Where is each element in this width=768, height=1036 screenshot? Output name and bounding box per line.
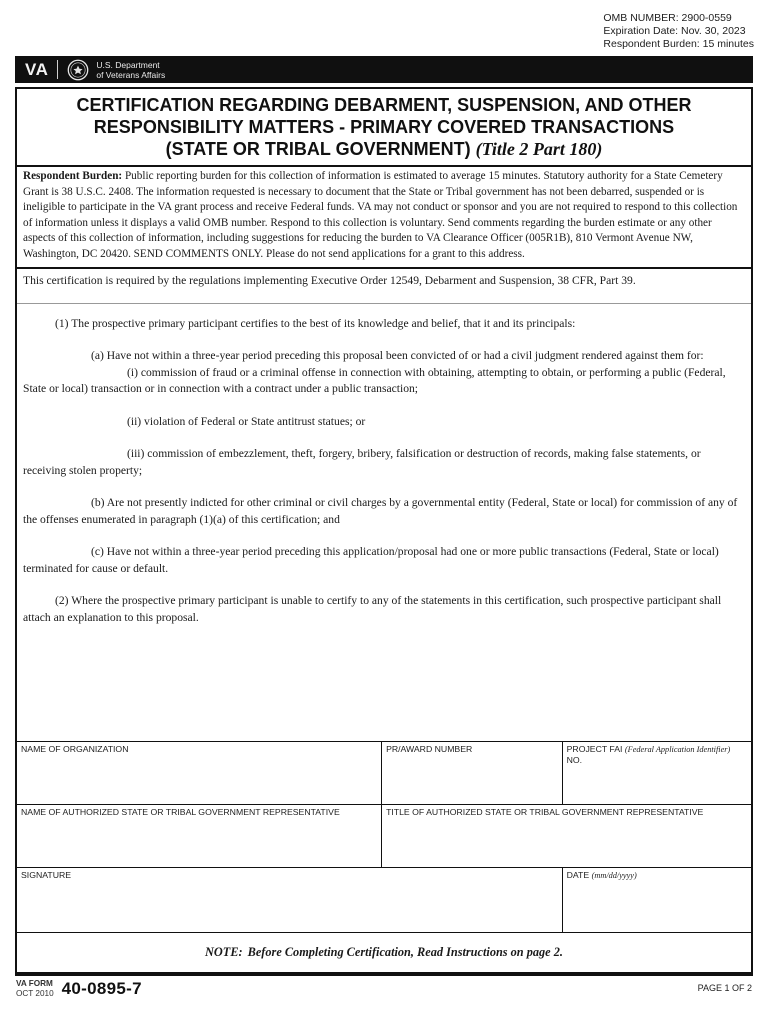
form-row-signature <box>17 867 751 932</box>
project-fai-paren: (Federal Application Identifier) <box>624 744 731 754</box>
omb-info-block <box>603 12 754 51</box>
form-title-line3: (STATE OR TRIBAL GOVERNMENT) (Title 2 Part 180) <box>165 139 603 159</box>
pr-award-number-field[interactable] <box>381 742 562 804</box>
title-of-representative-label: TITLE OF AUTHORIZED STATE OR TRIBAL GOVERNMENT REPRESENTATIVE <box>386 806 704 817</box>
name-of-organization-field[interactable] <box>17 742 381 804</box>
form-row-organization <box>17 741 751 804</box>
project-fai-label: PROJECT FAI <box>566 743 623 754</box>
form-title <box>17 89 751 167</box>
dept-line2: of Veterans Affairs <box>96 69 166 80</box>
paragraph-1a: (a) Have not within a three-year period preceding this proposal been convicted of or had a civil judgment rendered against them for: <box>91 349 704 363</box>
date-label: DATE <box>566 869 590 880</box>
title-of-representative-field[interactable] <box>381 805 751 867</box>
respondent-burden-text: Public reporting burden for this collection of information is estimated to average 15 minutes. Statutory authority for a State Cemetery Grant is 38 U.S.C. 2408. The information requested is necessary to document that the State or Tribal government has not been debarred, suspended or is ineligible to participate in the VA grant process and receive Federal funds. VA may not conduct or sponsor and you are not required to respond to this collection of information unless it displays a valid OMB number. Respond to this collection is voluntary. Send comments regarding the burden estimate or any other aspects of this collection of information, including suggestions for reducing the burden to VA Clearance Officer (005R1B), 810 Vermont Avenue NW, Washington, DC 20420. SEND COMMENTS ONLY. Please do not send applications for a grant to this address. <box>23 170 738 260</box>
omb-expiration-date: Expiration Date: Nov. 30, 2023 <box>603 25 746 37</box>
certification-body <box>17 304 751 741</box>
form-title-citation: (Title 2 Part 180) <box>475 139 603 159</box>
date-format-hint: (mm/dd/yyyy) <box>591 870 637 880</box>
va-form-date: OCT 2010 <box>16 988 54 998</box>
paragraph-1c: (c) Have not within a three-year period preceding this application/proposal had one or more public transactions (Federal, State or local) terminated for cause or default. <box>23 545 719 575</box>
project-fai-no-field[interactable] <box>562 742 751 804</box>
name-of-representative-label: NAME OF AUTHORIZED STATE OR TRIBAL GOVERNMENT REPRESENTATIVE <box>21 806 340 817</box>
paragraph-2: (2) Where the prospective primary participant is unable to certify to any of the statements in this certification, such prospective participant shall attach an explanation to this proposal. <box>23 594 722 624</box>
va-seal-icon <box>67 59 89 81</box>
note-label: NOTE: <box>205 944 243 959</box>
respondent-burden-notice <box>17 167 751 269</box>
signature-field[interactable] <box>17 868 562 932</box>
respondent-burden-label: Respondent Burden: <box>23 170 123 182</box>
va-form-edition <box>16 979 54 998</box>
form-row-representative <box>17 804 751 867</box>
paragraph-1b: (b) Are not presently indicted for other criminal or civil charges by a governmental entity (Federal, State or local) for commission of any of the offenses enumerated in paragraph (1)(a) of this certification; and <box>23 496 738 526</box>
pr-award-number-label: PR/AWARD NUMBER <box>386 743 473 754</box>
paragraph-1a-iii: (iii) commission of embezzlement, theft, forgery, bribery, falsification or destruction of records, making false statements, or receiving stolen property; <box>23 447 701 477</box>
dept-line1: U.S. Department <box>96 59 160 70</box>
paragraph-1a-ii: (ii) violation of Federal or State antitrust statues; or <box>127 414 366 428</box>
form-footer <box>15 979 753 999</box>
omb-number: OMB NUMBER: 2900-0559 <box>603 12 732 24</box>
header-divider <box>57 60 58 79</box>
va-header-bar <box>15 56 753 83</box>
page-number: PAGE 1 OF 2 <box>697 982 752 993</box>
certification-requirement-notice: This certification is required by the regulations implementing Executive Order 12549, Debarment and Suspension, 38 CFR, Part 39. <box>17 269 751 304</box>
omb-respondent-burden: Respondent Burden: 15 minutes <box>603 38 754 50</box>
name-of-representative-field[interactable] <box>17 805 381 867</box>
note-text: Before Completing Certification, Read Instructions on page 2. <box>247 944 563 959</box>
form-main-box <box>15 87 753 976</box>
note-row <box>17 932 751 972</box>
paragraph-1: (1) The prospective primary participant certifies to the best of its knowledge and belief, that it and its principals: <box>55 316 576 330</box>
project-fai-no-label: NO. <box>566 754 583 765</box>
va-logo-text: VA <box>25 59 49 79</box>
signature-label: SIGNATURE <box>21 869 72 880</box>
name-of-organization-label: NAME OF ORGANIZATION <box>21 743 129 754</box>
form-number: 40-0895-7 <box>61 978 142 998</box>
paragraph-1a-i: (i) commission of fraud or a criminal offense in connection with obtaining, attempting to obtain, or performing a public (Federal, State or local) transaction or in connection with a contract under a public transaction; <box>23 365 726 396</box>
va-form-label: VA FORM <box>16 979 53 989</box>
form-title-line1: CERTIFICATION REGARDING DEBARMENT, SUSPENSION, AND OTHER <box>76 95 692 115</box>
date-field[interactable] <box>562 868 751 932</box>
dept-name <box>96 60 165 80</box>
form-title-line2: RESPONSIBILITY MATTERS - PRIMARY COVERED TRANSACTIONS <box>93 117 675 137</box>
